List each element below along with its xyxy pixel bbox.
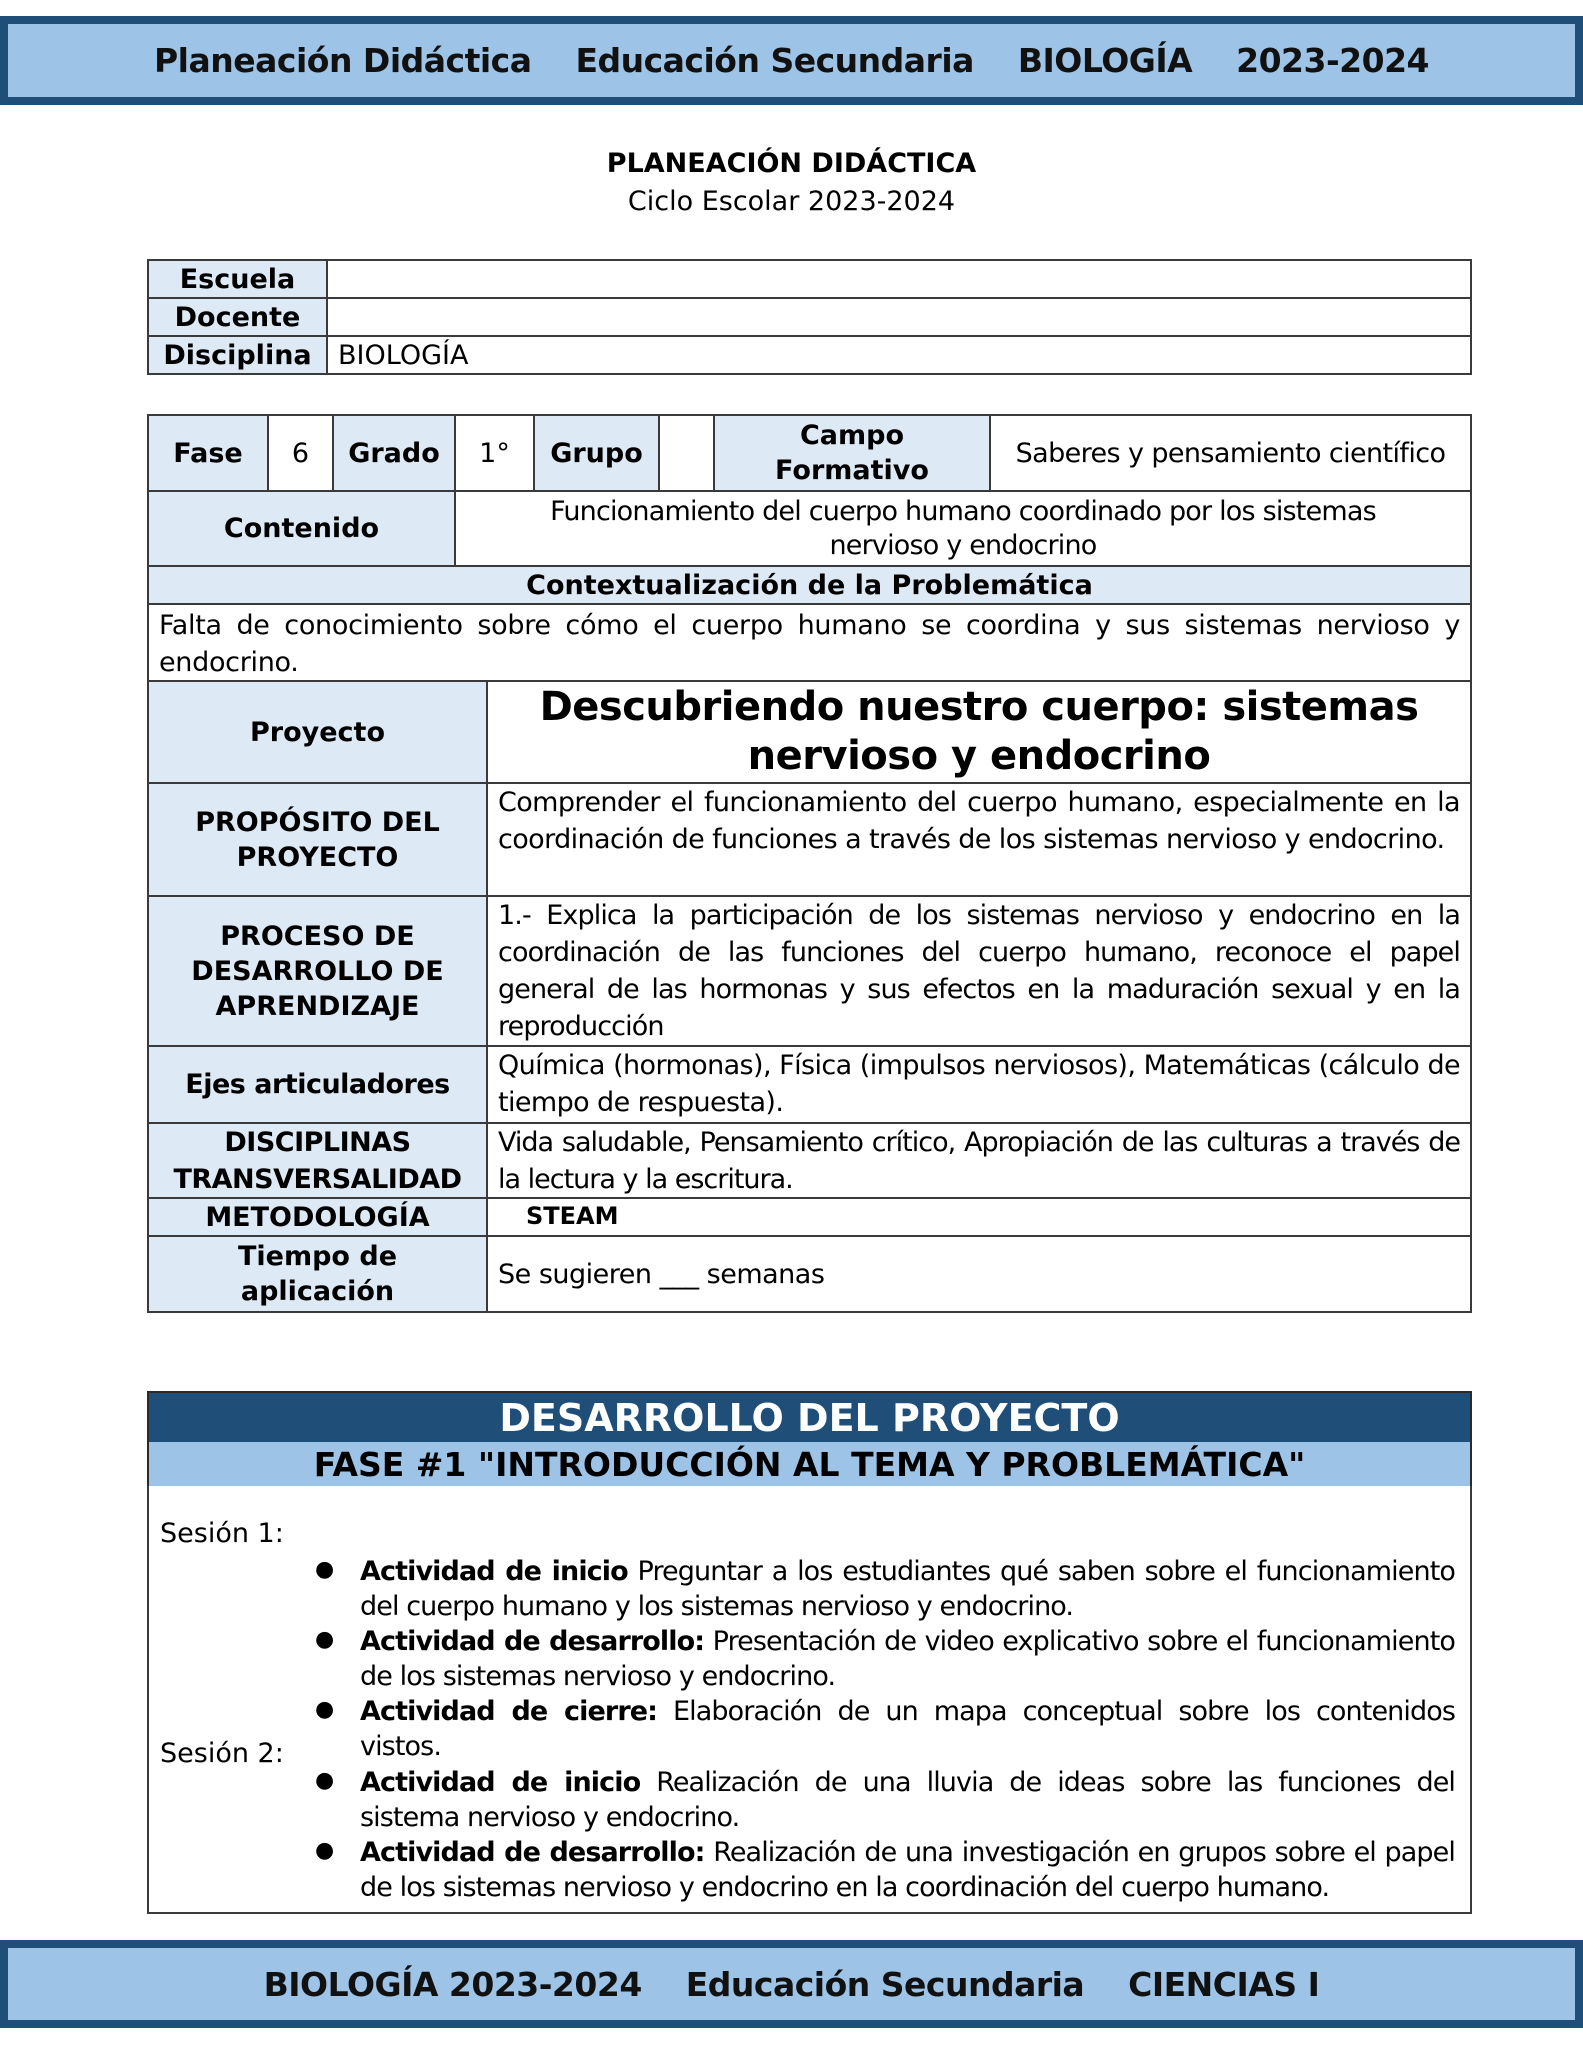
contextualizacion-heading: Contextualización de la Problemática <box>147 565 1472 605</box>
campo-formativo-label: Campo Formativo <box>713 414 991 492</box>
phase-heading: FASE #1 "INTRODUCCIÓN AL TEMA Y PROBLEMÁTICA" <box>147 1442 1472 1488</box>
escuela-label: Escuela <box>147 259 328 299</box>
disciplinas-label: DISCIPLINAS TRANSVERSALIDAD <box>147 1122 488 1199</box>
session-1-activity-cierre <box>360 1694 1455 1764</box>
activity-title: Actividad de inicio <box>360 1556 628 1587</box>
grupo-field[interactable] <box>658 414 715 492</box>
session-2-activity-inicio <box>360 1765 1455 1835</box>
proyecto-title: Descubriendo nuestro cuerpo: sistemas nervioso y endocrino <box>486 680 1472 784</box>
disciplina-field[interactable]: BIOLOGÍA <box>326 335 1472 375</box>
ejes-value <box>486 1045 1472 1124</box>
activity-title: Actividad de inicio <box>360 1767 641 1798</box>
tiempo-value: Se sugieren ___ semanas <box>486 1235 1472 1313</box>
session-2-activity-desarrollo <box>360 1835 1455 1905</box>
fase-value: 6 <box>267 414 334 492</box>
bullet-icon: ● <box>315 1697 335 1722</box>
footer-banner <box>0 1940 1583 2028</box>
proposito-text: Comprender el funcionamiento del cuerpo humano, especialmente en la coordinación de funciones a través de los sistemas nervioso y endocrino. <box>498 787 1460 855</box>
desarrollo-heading: DESARROLLO DEL PROYECTO <box>147 1391 1472 1444</box>
proposito-label: PROPÓSITO DEL PROYECTO <box>147 782 488 897</box>
bullet-icon: ● <box>315 1768 335 1793</box>
footer-banner-text: BIOLOGÍA 2023-2024 Educación Secundaria CIENCIAS I <box>263 1964 1320 2004</box>
disciplinas-text: Vida saludable, Pensamiento crítico, Apropiación de las culturas a través de la lectura y la escritura. <box>498 1127 1460 1195</box>
docente-field[interactable] <box>326 297 1472 337</box>
contenido-label: Contenido <box>147 490 456 567</box>
bullet-icon: ● <box>315 1838 335 1863</box>
activity-title: Actividad de cierre: <box>360 1696 658 1727</box>
grupo-label: Grupo <box>533 414 660 492</box>
activity-text: Presentación de video explicativo sobre el funcionamiento de los sistemas nervioso y endocrino. <box>360 1626 1455 1692</box>
activity-title: Actividad de desarrollo: <box>360 1626 705 1657</box>
session-1-label: Sesión 1: <box>160 1518 284 1549</box>
document-title: PLANEACIÓN DIDÁCTICA <box>606 148 977 179</box>
escuela-field[interactable] <box>326 259 1472 299</box>
disciplina-label: Disciplina <box>147 335 328 375</box>
session-1-activity-inicio <box>360 1554 1455 1624</box>
metodologia-label: METODOLOGÍA <box>147 1197 488 1237</box>
ejes-text: Química (hormonas), Física (impulsos nerviosos), Matemáticas (cálculo de tiempo de respuesta). <box>498 1050 1460 1118</box>
contextualizacion-text: Falta de conocimiento sobre cómo el cuerpo humano se coordina y sus sistemas nervioso y endocrino. <box>159 610 1460 678</box>
contextualizacion-value <box>147 603 1472 682</box>
activity-text: Realización de una investigación en grupos sobre el papel de los sistemas nervioso y endocrino en la coordinación del cuerpo humano. <box>360 1837 1455 1903</box>
proceso-value <box>486 895 1472 1047</box>
proceso-text: 1.- Explica la participación de los sistemas nervioso y endocrino en la coordinación de las funciones del cuerpo humano, reconoce el papel general de las hormonas y sus efectos en la maduración sexual y en la reproducción <box>498 900 1460 1042</box>
bullet-icon: ● <box>315 1557 335 1582</box>
metodologia-value: STEAM <box>486 1197 1472 1237</box>
disciplinas-value <box>486 1122 1472 1199</box>
grado-value: 1° <box>454 414 535 492</box>
fase-label: Fase <box>147 414 269 492</box>
contenido-value: Funcionamiento del cuerpo humano coordinado por los sistemas nervioso y endocrino <box>454 490 1472 567</box>
activity-title: Actividad de desarrollo: <box>360 1837 705 1868</box>
session-1-activity-desarrollo <box>360 1624 1455 1694</box>
proposito-value <box>486 782 1472 897</box>
tiempo-label: Tiempo de aplicación <box>147 1235 488 1313</box>
bullet-icon: ● <box>315 1627 335 1652</box>
ejes-label: Ejes articuladores <box>147 1045 488 1124</box>
header-banner <box>0 16 1583 105</box>
session-2-label: Sesión 2: <box>160 1738 284 1769</box>
grado-label: Grado <box>332 414 456 492</box>
activity-text: Elaboración de un mapa conceptual sobre los contenidos vistos. <box>360 1696 1455 1762</box>
activity-text: Realización de una lluvia de ideas sobre las funciones del sistema nervioso y endocrino. <box>360 1767 1456 1833</box>
campo-formativo-value: Saberes y pensamiento científico <box>989 414 1472 492</box>
document-subtitle: Ciclo Escolar 2023-2024 <box>627 186 956 217</box>
header-banner-text: Planeación Didáctica Educación Secundaria BIOLOGÍA 2023-2024 <box>153 41 1429 80</box>
activity-text: Preguntar a los estudiantes qué saben sobre el funcionamiento del cuerpo humano y los sistemas nervioso y endocrino. <box>360 1556 1456 1622</box>
proyecto-label: Proyecto <box>147 680 488 784</box>
proceso-label: PROCESO DE DESARROLLO DE APRENDIZAJE <box>147 895 488 1047</box>
docente-label: Docente <box>147 297 328 337</box>
